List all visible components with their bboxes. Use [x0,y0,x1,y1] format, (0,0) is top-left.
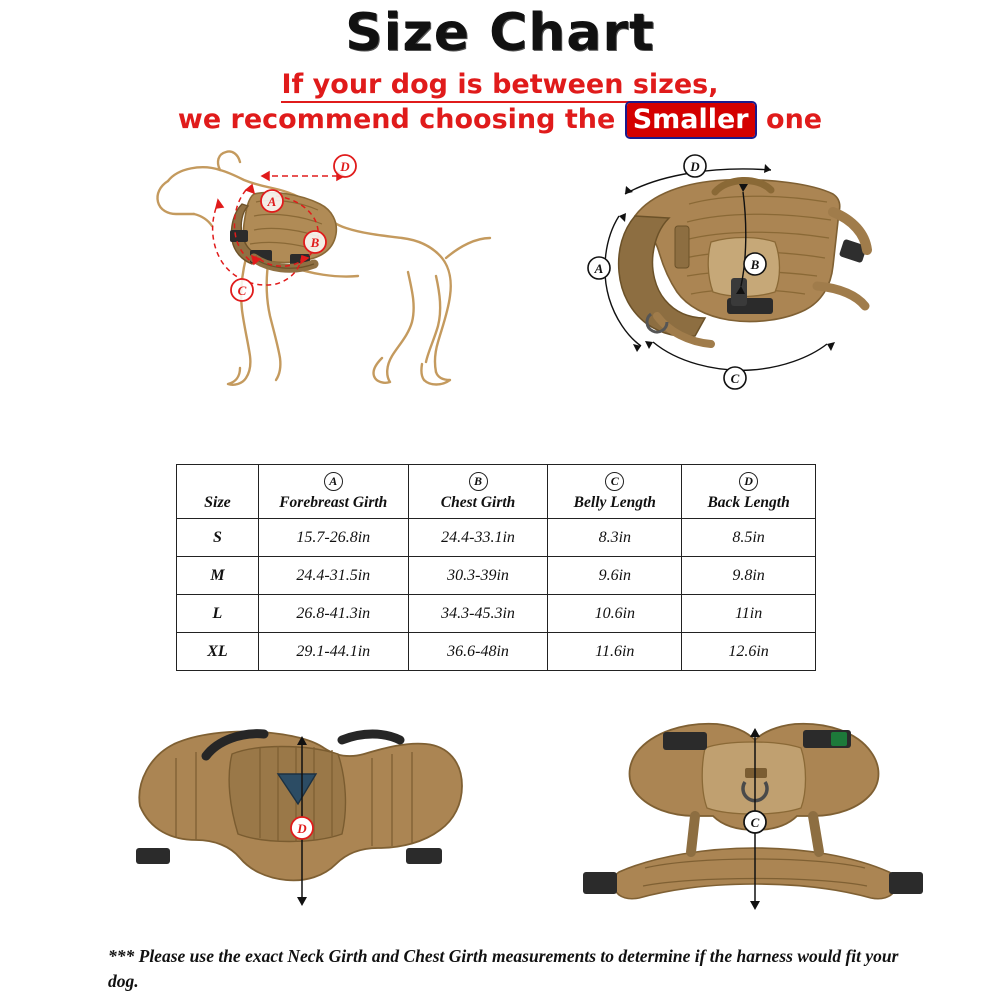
column-header-size: Size [177,465,259,519]
header-mark-b: B [469,472,488,491]
cell-m-d: 9.8in [682,557,816,595]
header-mark-a: A [324,472,343,491]
size-table-body [177,519,816,671]
cell-size-l: L [177,595,259,633]
harness-photo-svg [565,146,965,396]
size-table [176,464,816,671]
cell-l-c: 10.6in [548,595,682,633]
subtitle-line-2-pre: we recommend choosing the [177,104,616,136]
subtitle-line-1 [0,67,1000,103]
cell-s-c: 8.3in [548,519,682,557]
column-header-d [682,465,816,519]
table-row [177,633,816,671]
size-table-wrap [176,464,816,671]
harness-perspective-diagram [565,146,965,396]
cell-size-s: S [177,519,259,557]
cell-size-xl: XL [177,633,259,671]
column-header-a [258,465,408,519]
header-label-d: Back Length [707,494,790,511]
header-mark-c: C [605,472,624,491]
svg-text:C: C [750,815,760,830]
svg-text:B: B [310,234,320,250]
cell-size-m: M [177,557,259,595]
header-mark-d: D [739,472,758,491]
cell-m-c: 9.6in [548,557,682,595]
table-row [177,519,816,557]
svg-text:B: B [750,256,760,272]
cell-m-b: 30.3-39in [408,557,548,595]
subtitle-line-1-text: If your dog is between sizes, [281,69,718,103]
subtitle-highlight: Smaller [627,103,755,137]
dog-outline-svg [150,146,570,396]
size-chart-page [0,3,1000,1006]
column-header-b [408,465,548,519]
cell-xl-b: 36.6-48in [408,633,548,671]
dog-side-view-diagram [150,146,570,396]
svg-text:D: D [690,158,700,174]
footnote: *** Please use the exact Neck Girth and Chest Girth measurements to determine if the harness would fit your dog. [108,946,899,992]
svg-text:C: C [237,282,247,298]
cell-xl-a: 29.1-44.1in [258,633,408,671]
table-row [177,557,816,595]
harness-front-svg [545,696,945,931]
column-header-c [548,465,682,519]
subtitle-block [0,67,1000,138]
harness-top-svg [110,696,490,931]
cell-s-d: 8.5in [682,519,816,557]
harness-front-view-diagram [545,696,945,931]
cell-s-b: 24.4-33.1in [408,519,548,557]
header-label-b: Chest Girth [440,494,516,511]
top-illustrations [0,146,1000,406]
svg-text:C: C [730,370,740,386]
cell-s-a: 15.7-26.8in [258,519,408,557]
header-label-a: Forebreast Girth [279,494,388,511]
cell-xl-c: 11.6in [548,633,682,671]
cell-l-a: 26.8-41.3in [258,595,408,633]
subtitle-line-2-post: one [766,104,823,136]
harness-top-view-diagram [110,696,490,931]
cell-xl-d: 12.6in [682,633,816,671]
subtitle-line-2 [0,102,1000,138]
svg-text:A: A [594,260,604,276]
bottom-illustrations [0,696,1000,936]
table-header-row [177,465,816,519]
svg-text:D: D [340,158,350,174]
svg-text:D: D [297,821,307,836]
header-label-c: Belly Length [573,494,656,511]
cell-m-a: 24.4-31.5in [258,557,408,595]
cell-l-b: 34.3-45.3in [408,595,548,633]
svg-text:A: A [267,193,277,209]
cell-l-d: 11in [682,595,816,633]
size-table-head [177,465,816,519]
page-title: Size Chart [345,3,655,63]
table-row [177,595,816,633]
